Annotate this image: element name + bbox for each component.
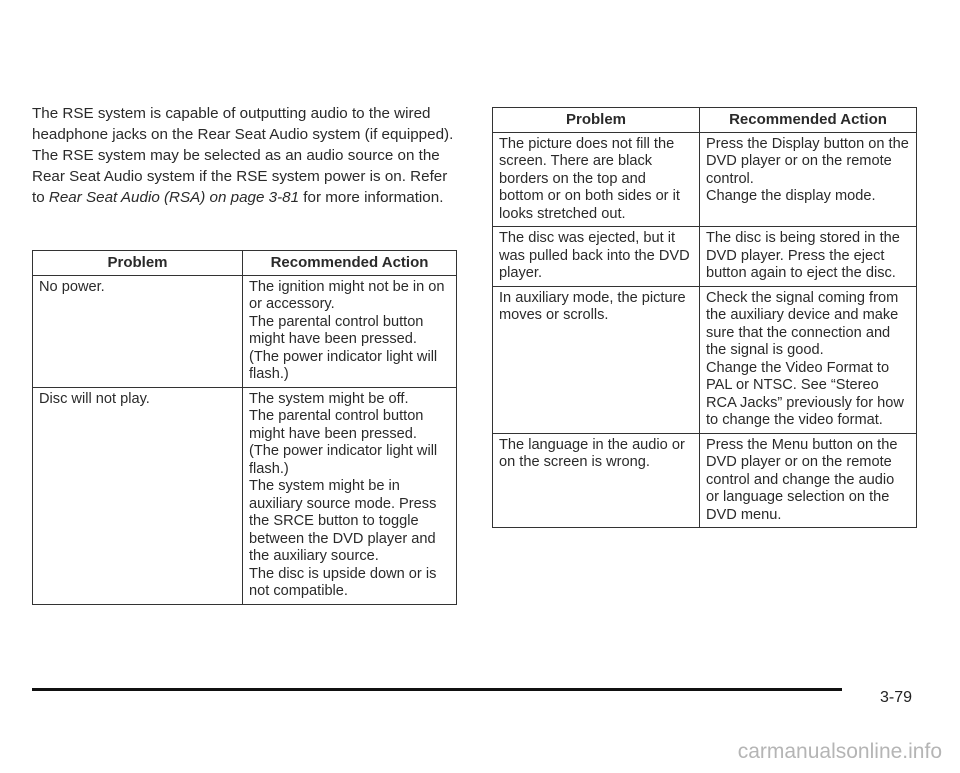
watermark: carmanualsonline.info bbox=[737, 740, 942, 763]
action-line: Change the Video Format to PAL or NTSC. See “Stereo RCA Jacks” previously for how to change the video format. bbox=[706, 359, 904, 428]
table-header-row bbox=[33, 251, 457, 276]
problem-cell: The picture does not fill the screen. There are black borders on the top and bottom or on both sides or it looks stretched out. bbox=[493, 132, 700, 227]
header-recommended-action: Recommended Action bbox=[700, 108, 917, 133]
table-row bbox=[493, 132, 917, 227]
problem-cell: No power. bbox=[33, 275, 243, 387]
action-cell bbox=[700, 227, 917, 287]
action-line: The disc is being stored in the DVD player. Press the eject button again to eject the disc. bbox=[706, 230, 900, 281]
action-line: The ignition might not be in on or accessory. bbox=[249, 278, 445, 312]
action-line: The parental control button might have been pressed. (The power indicator light will flash.) bbox=[249, 408, 438, 477]
action-line: Change the display mode. bbox=[706, 188, 876, 204]
footer-rule bbox=[32, 688, 842, 691]
action-line: The system might be in auxiliary source mode. Press the SRCE button to toggle between the DVD player and the auxiliary source. bbox=[249, 478, 437, 564]
action-cell bbox=[243, 387, 457, 604]
intro-paragraph bbox=[32, 103, 462, 208]
action-line: Press the Display button on the DVD player or on the remote control. bbox=[706, 135, 909, 187]
problem-cell: In auxiliary mode, the picture moves or scrolls. bbox=[493, 286, 700, 433]
action-line: The parental control button might have been pressed. (The power indicator light will flash.) bbox=[249, 313, 438, 382]
table-row bbox=[493, 433, 917, 528]
intro-text-before: The RSE system is capable of outputting audio to the wired headphone jacks on the Rear Seat Audio system (if equipped). The RSE system may be selected as an audio source on the Rear Seat Audio system if the RSE system power is on. Refer to bbox=[32, 105, 454, 206]
header-problem: Problem bbox=[33, 251, 243, 276]
problem-cell: Disc will not play. bbox=[33, 387, 243, 604]
action-cell bbox=[700, 286, 917, 433]
table-row bbox=[493, 286, 917, 433]
action-line: The disc is upside down or is not compatible. bbox=[249, 565, 437, 599]
problem-cell: The disc was ejected, but it was pulled back into the DVD player. bbox=[493, 227, 700, 287]
header-problem: Problem bbox=[493, 108, 700, 133]
troubleshooting-table-right bbox=[492, 107, 917, 528]
problem-cell: The language in the audio or on the screen is wrong. bbox=[493, 433, 700, 528]
action-line: Press the Menu button on the DVD player or on the remote control and change the audio or language selection on the DVD menu. bbox=[706, 436, 898, 523]
table-row bbox=[33, 387, 457, 604]
action-line: The system might be off. bbox=[249, 390, 409, 407]
action-cell bbox=[700, 433, 917, 528]
table-row bbox=[493, 227, 917, 287]
cross-reference: Rear Seat Audio (RSA) on page 3-81 bbox=[48, 189, 300, 206]
action-line: Check the signal coming from the auxiliary device and make sure that the connection and the signal is good. bbox=[706, 289, 899, 358]
troubleshooting-table-left bbox=[32, 250, 457, 605]
table-header-row bbox=[493, 108, 917, 133]
table-row bbox=[33, 275, 457, 387]
header-recommended-action: Recommended Action bbox=[243, 251, 457, 276]
intro-text-after: for more information. bbox=[299, 189, 444, 206]
action-cell bbox=[700, 132, 917, 227]
page-number: 3-79 bbox=[880, 689, 913, 706]
action-cell bbox=[243, 275, 457, 387]
